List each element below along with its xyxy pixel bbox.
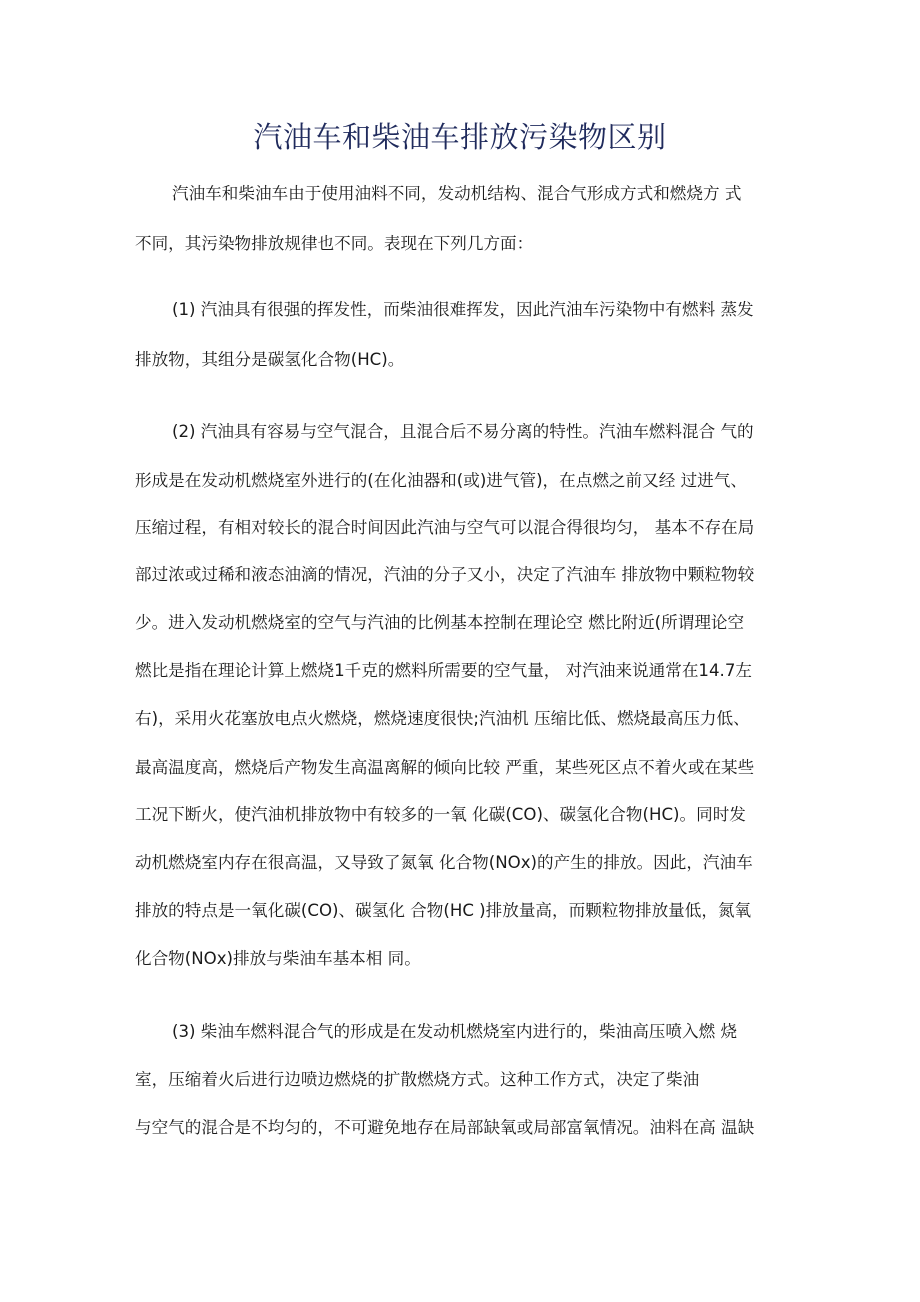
paragraph-2-line-9: 工况下断火，使汽油机排放物中有较多的一氧 化碳(CO)、碳氢化合物(HC)。同时发 <box>135 805 746 824</box>
paragraph-2-line-6: 燃比是指在理论计算上燃烧1千克的燃料所需要的空气量， 对汽油来说通常在14.7左 <box>135 661 752 680</box>
paragraph-2-line-1: (2) 汽油具有容易与空气混合，且混合后不易分离的特性。汽油车燃料混合 气的 <box>172 422 754 441</box>
paragraph-1-line-2: 排放物，其组分是碳氢化合物(HC)。 <box>135 350 405 369</box>
paragraph-2-line-10: 动机燃烧室内存在很高温，又导致了氮氧 化合物(NOx)的产生的排放。因此，汽油车 <box>135 853 753 872</box>
document-title: 汽油车和柴油车排放污染物区别 <box>253 120 667 155</box>
paragraph-2-line-2: 形成是在发动机燃烧室外进行的(在化油器和(或)进气管)，在点燃之前又经 过进气、 <box>135 471 747 490</box>
paragraph-2-line-4: 部过浓或过稀和液态油滴的情况，汽油的分子又小，决定了汽油车 排放物中颗粒物较 <box>135 565 755 584</box>
paragraph-1-line-1: (1) 汽油具有很强的挥发性，而柴油很难挥发，因此汽油车污染物中有燃料 蒸发 <box>172 300 754 319</box>
paragraph-2-line-3: 压缩过程，有相对较长的混合时间因此汽油与空气可以混合得很均匀， 基本不存在局 <box>135 518 755 537</box>
paragraph-2-line-12: 化合物(NOx)排放与柴油车基本相 同。 <box>135 949 421 968</box>
paragraph-intro-line-1: 汽油车和柴油车由于使用油料不同，发动机结构、混合气形成方式和燃烧方 式 <box>172 184 742 203</box>
paragraph-3-line-2: 室，压缩着火后进行边喷边燃烧的扩散燃烧方式。这种工作方式，决定了柴油 <box>135 1070 700 1089</box>
paragraph-3-line-1: (3) 柴油车燃料混合气的形成是在发动机燃烧室内进行的，柴油高压喷入燃 烧 <box>172 1022 738 1041</box>
paragraph-2-line-5: 少。进入发动机燃烧室的空气与汽油的比例基本控制在理论空 燃比附近(所谓理论空 <box>135 613 745 632</box>
paragraph-intro-line-2: 不同，其污染物排放规律也不同。表现在下列几方面： <box>135 234 534 253</box>
paragraph-3-line-3: 与空气的混合是不均匀的，不可避免地存在局部缺氧或局部富氧情况。油料在高 温缺 <box>135 1118 755 1137</box>
paragraph-2-line-8: 最高温度高，燃烧后产物发生高温离解的倾向比较 严重，某些死区点不着火或在某些 <box>135 758 755 777</box>
paragraph-2-line-7: 右)，采用火花塞放电点火燃烧，燃烧速度很快;汽油机 压缩比低、燃烧最高压力低、 <box>135 709 750 728</box>
paragraph-2-line-11: 排放的特点是一氧化碳(CO)、碳氢化 合物(HC )排放量高，而颗粒物排放量低，氮氧 <box>135 901 752 920</box>
